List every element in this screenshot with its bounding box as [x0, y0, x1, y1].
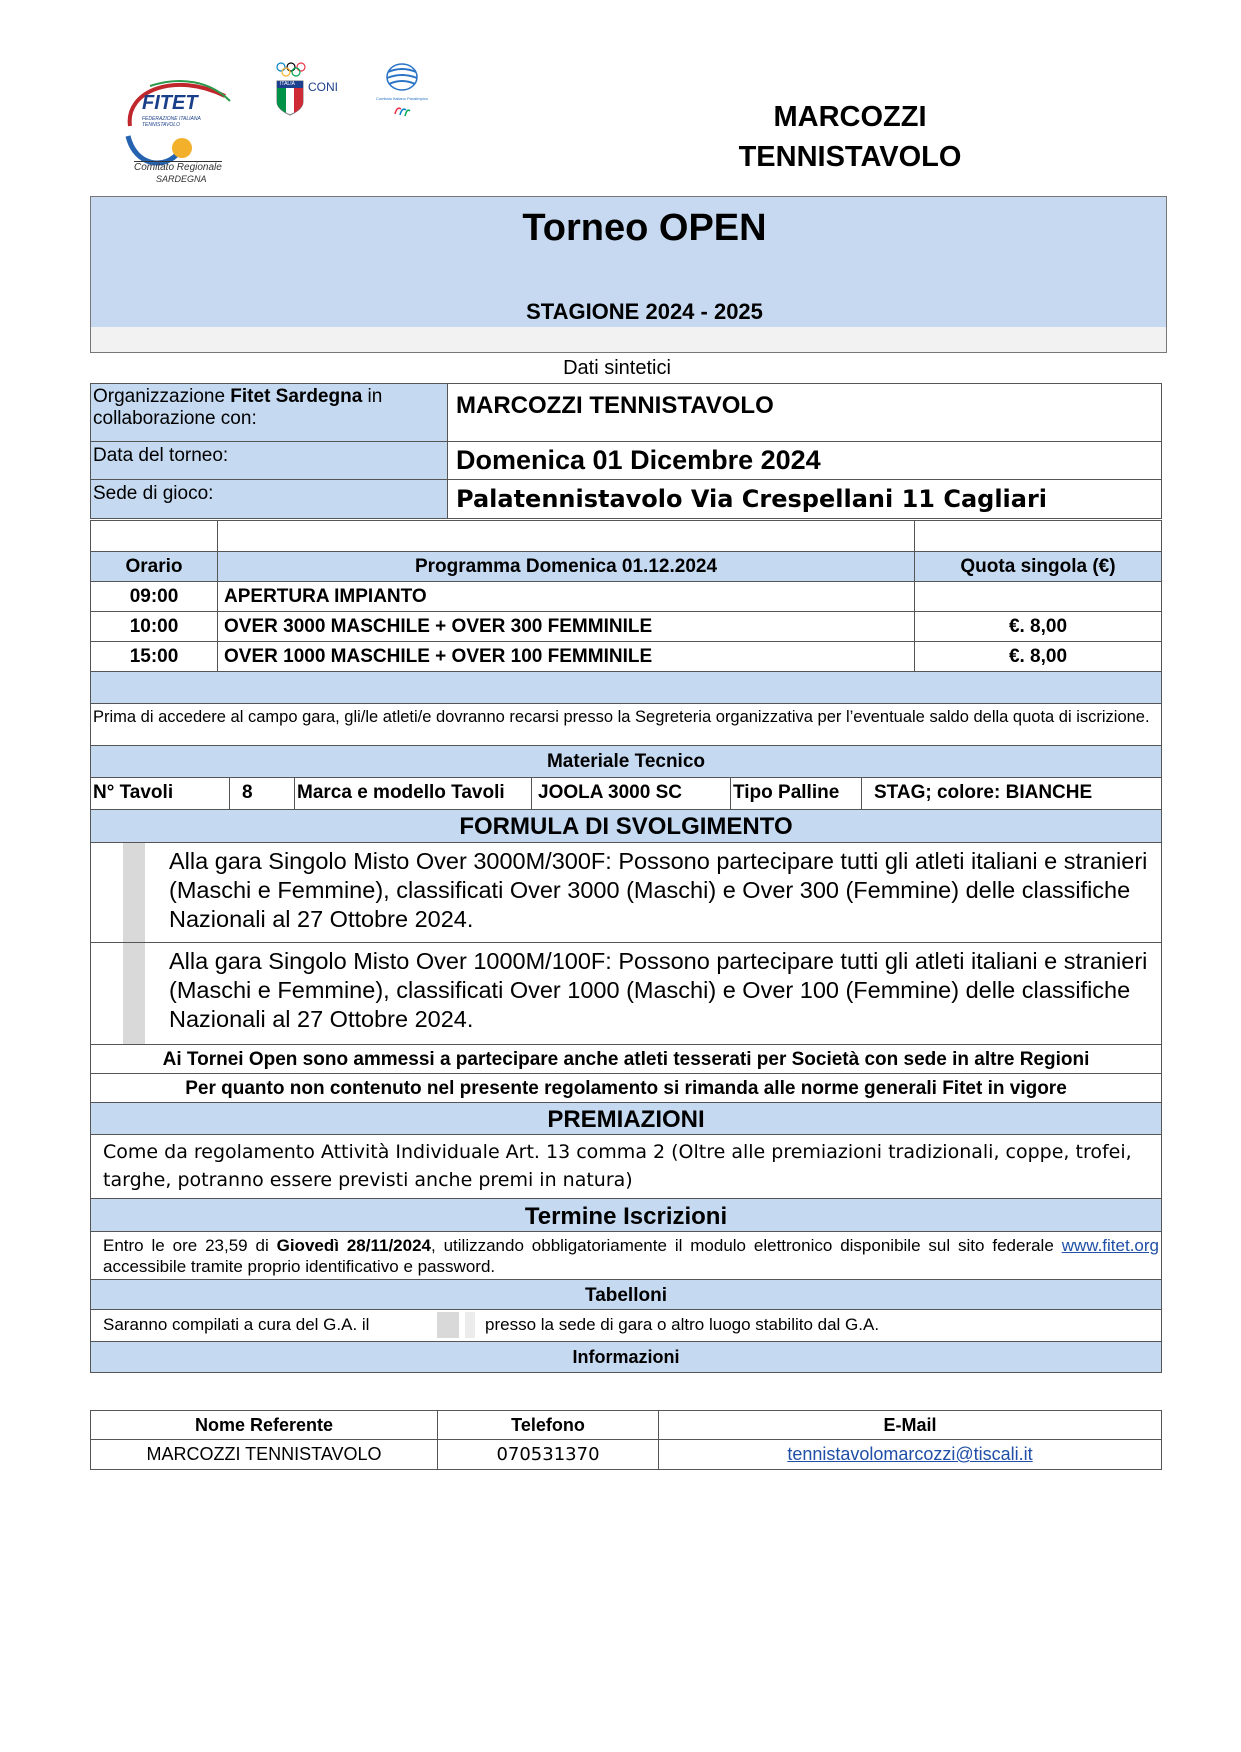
email-header: E-Mail	[659, 1411, 1162, 1440]
org-value: MARCOZZI TENNISTAVOLO	[448, 384, 1162, 442]
summary-table	[90, 383, 1162, 519]
fitet-committee: Comitato Regionale	[134, 162, 222, 173]
summary-caption: Dati sintetici	[563, 357, 671, 379]
material-row	[90, 778, 1162, 810]
fitet-region: SARDEGNA	[156, 174, 207, 184]
draws-row	[90, 1310, 1162, 1342]
date-value: Domenica 01 Dicembre 2024	[448, 442, 1162, 480]
club-name-line1: MARCOZZI	[773, 101, 927, 133]
balls-value: STAG; colore: BIANCHE	[874, 782, 1093, 803]
venue-value: Palatennistavolo Via Crespellani 11 Cagliari	[448, 480, 1162, 519]
draws-heading: Tabelloni	[90, 1280, 1162, 1310]
table-row	[91, 1440, 1162, 1470]
draws-right: presso la sede di gara o altro luogo stabilito dal G.A.	[485, 1315, 880, 1334]
registration-heading: Termine Iscrizioni	[90, 1199, 1162, 1232]
fitet-logo	[120, 66, 260, 186]
shade-bar	[437, 1312, 459, 1338]
org-label: Organizzazione Fitet Sardegna in collaborazione con:	[91, 384, 448, 442]
fee-header: Quota singola (€)	[915, 552, 1162, 582]
balls-label: Tipo Palline	[731, 778, 862, 809]
awards-text: Come da regolamento Attività Individuale Art. 13 comma 2 (Oltre alle premiazioni tradizionali, coppe, trofei, targhe, potranno essere previsti anche premi in natura)	[90, 1135, 1162, 1199]
name-header: Nome Referente	[91, 1411, 438, 1440]
cip-label: Comitato Italiano Paralimpico	[375, 96, 429, 101]
program-header: Programma Domenica 01.12.2024	[218, 552, 915, 582]
formula-note-regions: Ai Tornei Open sono ammessi a partecipare anche atleti tesserati per Società con sede in altre Regioni	[90, 1045, 1162, 1074]
spacer-row	[90, 672, 1162, 704]
cip-sphere-icon	[382, 62, 422, 96]
draws-left: Saranno compilati a cura del G.A. il	[103, 1315, 370, 1334]
season-label: STAGIONE 2024 - 2025	[526, 299, 763, 324]
agitos-icon	[392, 104, 412, 118]
info-table	[90, 1410, 1162, 1470]
club-name-line2: TENNISTAVOLO	[738, 141, 962, 173]
fitet-link[interactable]: www.fitet.org	[1061, 1236, 1159, 1255]
program-table	[90, 520, 1162, 672]
awards-heading: PREMIAZIONI	[90, 1103, 1162, 1135]
coni-logo	[276, 62, 356, 122]
page-title: Torneo OPEN	[522, 207, 767, 249]
table-row: 15:00 OVER 1000 MASCHILE + OVER 100 FEMMINILE €. 8,00	[91, 642, 1162, 672]
referent-name: MARCOZZI TENNISTAVOLO	[91, 1440, 438, 1470]
olympic-rings-icon	[276, 62, 306, 78]
venue-label: Sede di gioco:	[91, 480, 448, 519]
email-link[interactable]: tennistavolomarcozzi@tiscali.it	[787, 1444, 1033, 1464]
registration-text: Entro le ore 23,59 di Giovedì 28/11/2024, utilizzando obbligatoriamente il modulo elettronico disponibile sul sito federale www.fitet.org accessibile tramite proprio identificativo e password.	[90, 1232, 1162, 1280]
material-heading: Materiale Tecnico	[90, 746, 1162, 778]
phone-header: Telefono	[438, 1411, 659, 1440]
formula-note-rules: Per quanto non contenuto nel presente regolamento si rimanda alle norme generali Fitet in vigore	[90, 1074, 1162, 1103]
brand-value: JOOLA 3000 SC	[532, 778, 731, 809]
formula-heading: FORMULA DI SVOLGIMENTO	[90, 810, 1162, 843]
tables-value: 8	[230, 778, 295, 809]
info-heading: Informazioni	[90, 1342, 1162, 1373]
phone-value: 070531370	[438, 1440, 659, 1470]
table-row: 09:00 APERTURA IMPIANTO	[91, 582, 1162, 612]
shade-bar	[123, 943, 145, 1044]
italia-label: ITALIA	[280, 81, 295, 87]
brand-label: Marca e modello Tavoli	[295, 778, 532, 809]
tables-label: N° Tavoli	[91, 778, 230, 809]
access-notice: Prima di accedere al campo gara, gli/le atleti/e dovranno recarsi presso la Segreteria organizzativa per l’eventuale saldo della quota di iscrizione.	[90, 704, 1162, 746]
shade-bar	[465, 1312, 475, 1338]
formula-item: Alla gara Singolo Misto Over 3000M/300F: Possono partecipare tutti gli atleti italiani e stranieri (Maschi e Femmine), classificati Over 3000 (Maschi) e Over 300 (Femmine) delle classifiche Nazionali al 27 Ottobre 2024.	[90, 843, 1162, 943]
time-header: Orario	[91, 552, 218, 582]
title-banner	[90, 196, 1167, 353]
table-row: 10:00 OVER 3000 MASCHILE + OVER 300 FEMMINILE €. 8,00	[91, 612, 1162, 642]
fitet-name: FITET	[142, 92, 198, 114]
formula-item: Alla gara Singolo Misto Over 1000M/100F: Possono partecipare tutti gli atleti italiani e stranieri (Maschi e Femmine), classificati Over 1000 (Maschi) e Over 100 (Femmine) delle classifiche Nazionali al 27 Ottobre 2024.	[90, 943, 1162, 1045]
date-label: Data del torneo:	[91, 442, 448, 480]
shade-bar	[123, 843, 145, 942]
fitet-sub: FEDERAZIONE ITALIANA TENNISTAVOLO	[142, 116, 201, 128]
cip-logo	[366, 62, 438, 122]
lower-section	[90, 672, 1162, 1373]
coni-label: CONI	[308, 80, 338, 94]
